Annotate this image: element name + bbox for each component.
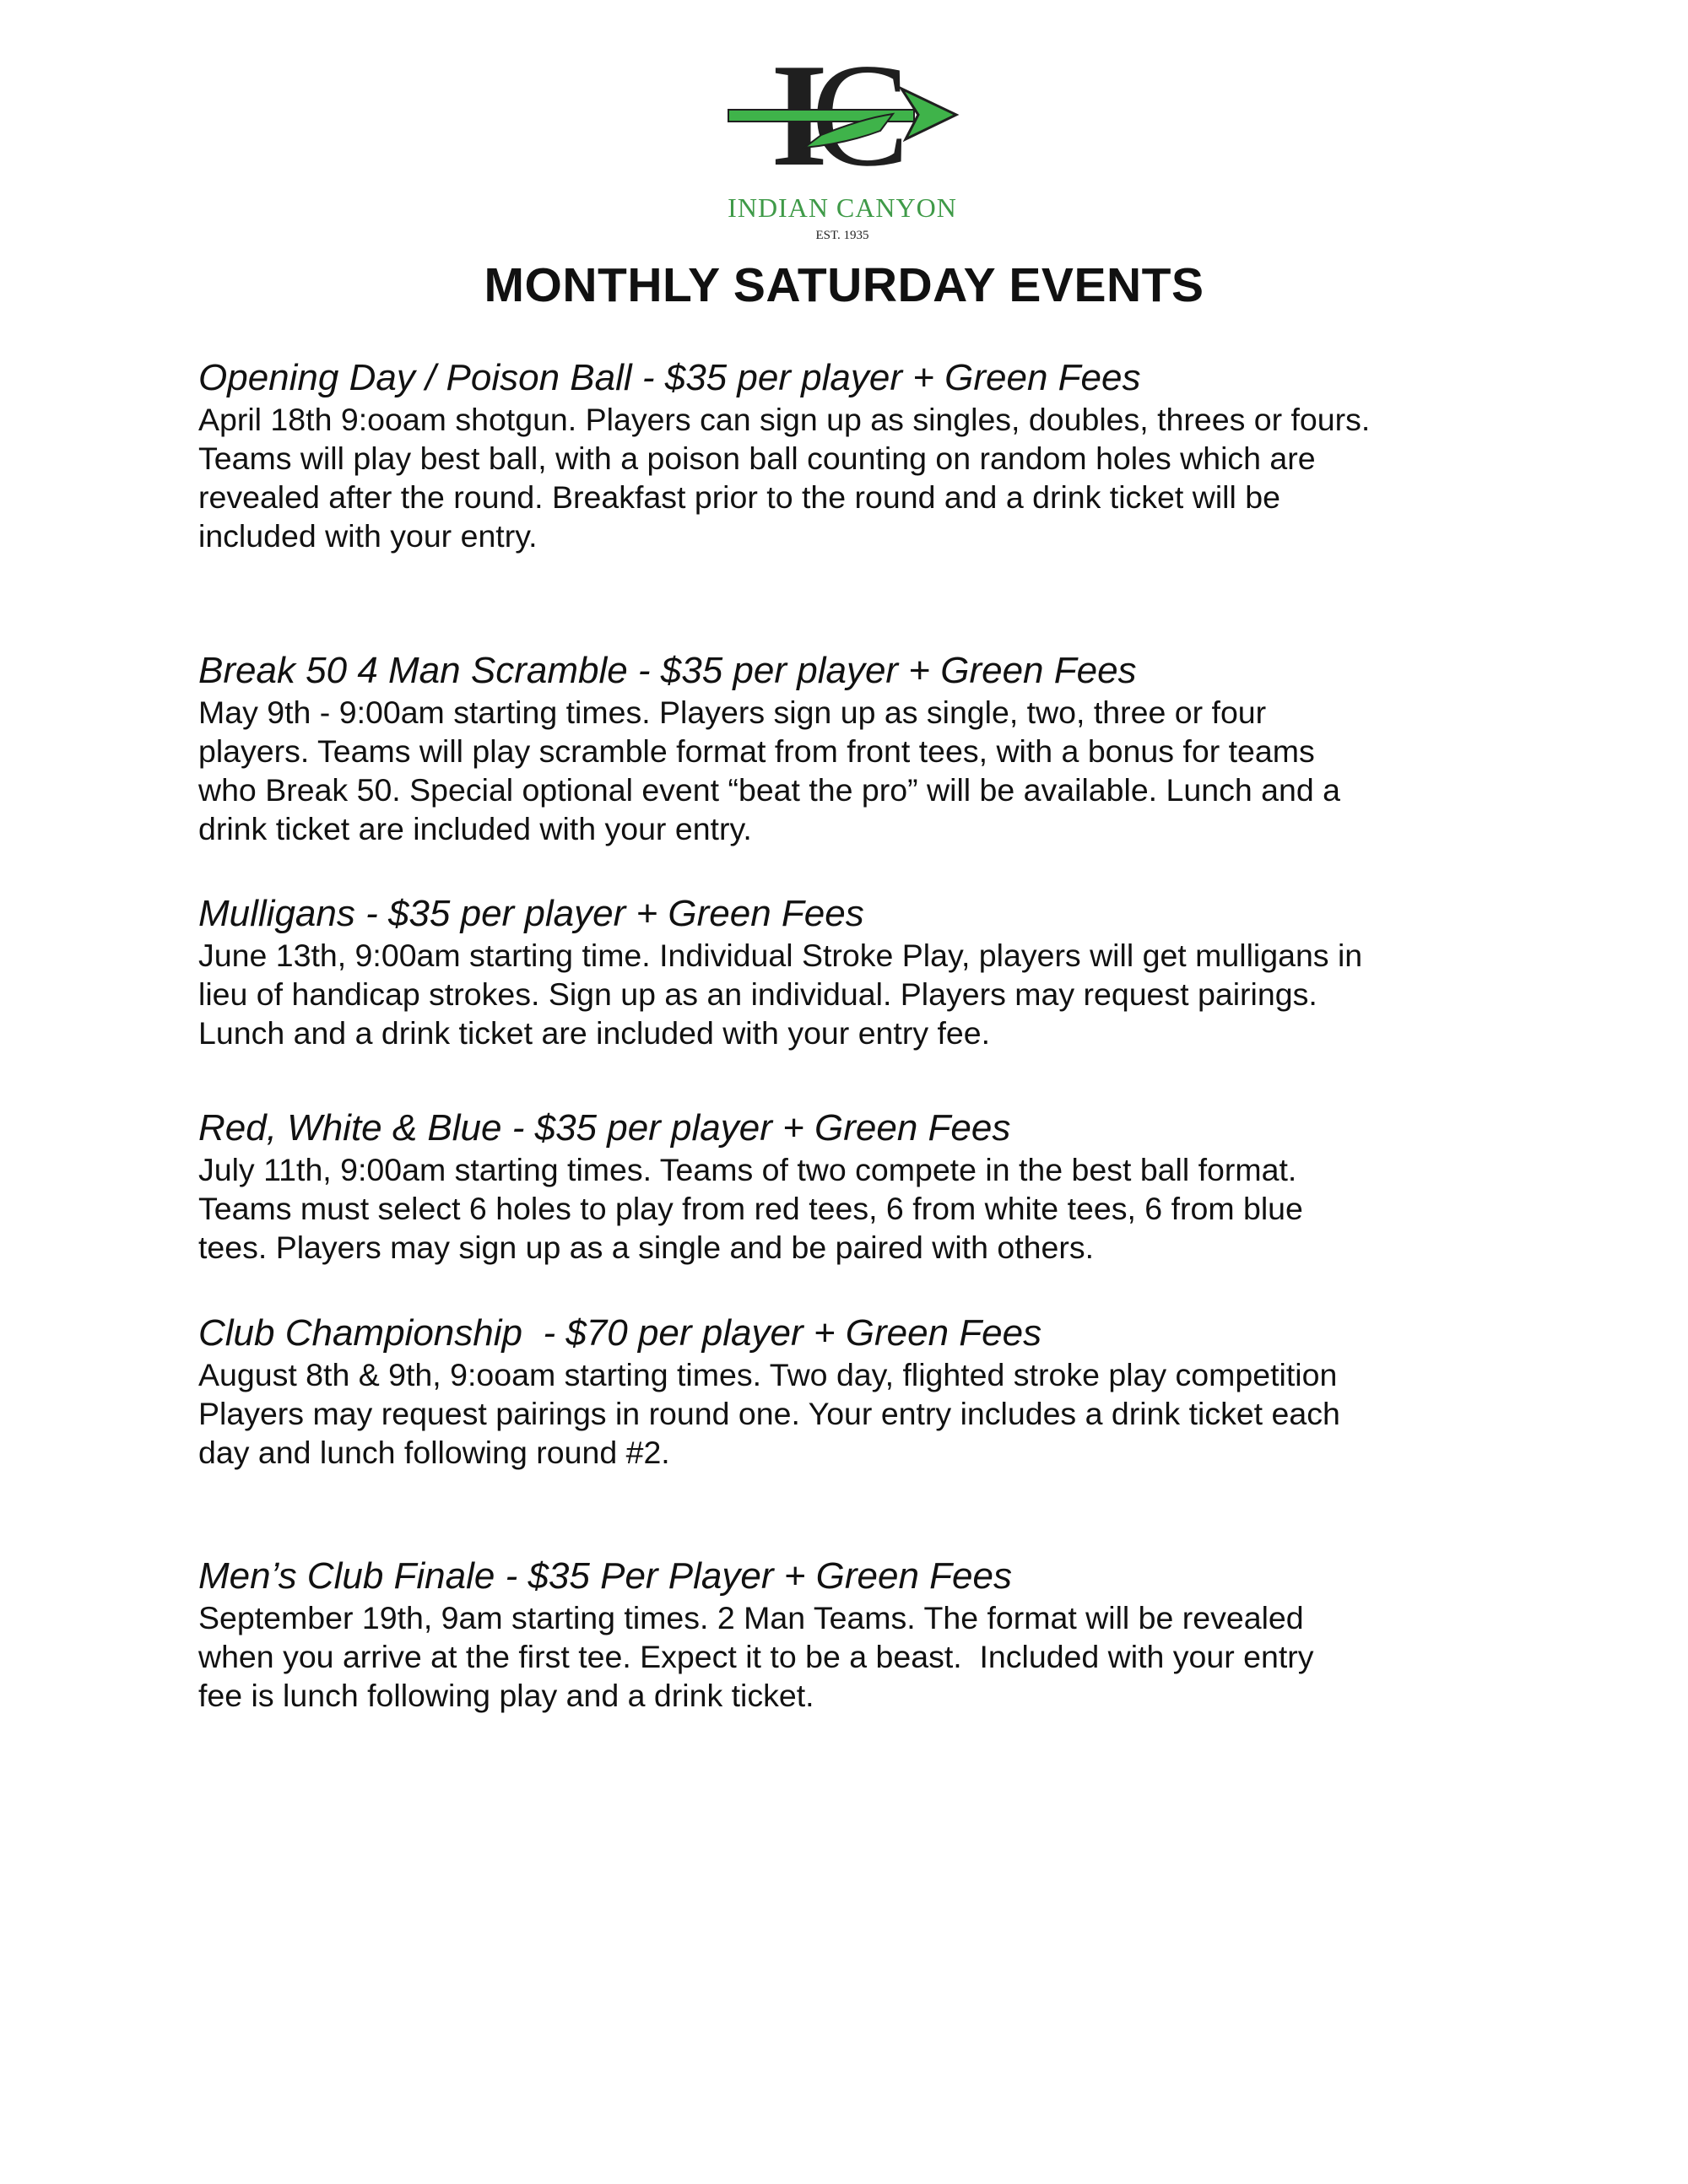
event-description-line: players. Teams will play scramble format from front tees, with a bonus for teams — [198, 733, 1315, 769]
event-heading: Red, White & Blue - $35 per player + Green Fees — [198, 1107, 1011, 1149]
event-description-line: when you arrive at the first tee. Expect it to be a beast. Included with your entry — [198, 1639, 1314, 1674]
event-description-line: June 13th, 9:00am starting time. Individual Stroke Play, players will get mulligans in — [198, 938, 1363, 973]
event-description-line: July 11th, 9:00am starting times. Teams of two compete in the best ball format. — [198, 1152, 1297, 1187]
event-description-line: tees. Players may sign up as a single and be paired with others. — [198, 1230, 1095, 1265]
event-section — [198, 1106, 1549, 1267]
event-heading: Opening Day / Poison Ball - $35 per player + Green Fees — [198, 357, 1141, 398]
event-description-line: Lunch and a drink ticket are included with your entry fee. — [198, 1015, 991, 1051]
logo-name: INDIAN CANYON — [728, 192, 957, 223]
event-description-line: May 9th - 9:00am starting times. Players sign up as single, two, three or four — [198, 695, 1267, 730]
ic-arrow-logo-icon — [711, 25, 973, 186]
event-description-line: fee is lunch following play and a drink ticket. — [198, 1678, 814, 1713]
event-heading: Break 50 4 Man Scramble - $35 per player + Green Fees — [198, 650, 1137, 691]
page-title: MONTHLY SATURDAY EVENTS — [484, 258, 1204, 312]
indian-canyon-logo — [711, 25, 973, 249]
event-section — [198, 892, 1549, 1052]
event-section — [198, 356, 1549, 555]
event-description-line: drink ticket are included with your entry. — [198, 811, 752, 846]
event-description-line: August 8th & 9th, 9:ooam starting times. Two day, flighted stroke play competition — [198, 1357, 1338, 1392]
event-description-line: day and lunch following round #2. — [198, 1435, 670, 1470]
event-section — [198, 1554, 1549, 1715]
event-description-line: revealed after the round. Breakfast prior to the round and a drink ticket will be — [198, 479, 1280, 515]
logo-established: EST. 1935 — [815, 229, 869, 242]
event-heading: Mulligans - $35 per player + Green Fees — [198, 893, 864, 934]
event-description-line: April 18th 9:ooam shotgun. Players can sign up as singles, doubles, threes or fours. — [198, 402, 1371, 437]
event-section — [198, 1311, 1549, 1472]
event-description-line: Teams will play best ball, with a poison ball counting on random holes which are — [198, 441, 1316, 476]
event-heading: Club Championship - $70 per player + Green Fees — [198, 1312, 1042, 1354]
event-description-line: lieu of handicap strokes. Sign up as an individual. Players may request pairings. — [198, 976, 1317, 1012]
event-section — [198, 649, 1549, 848]
event-description-line: who Break 50. Special optional event “beat the pro” will be available. Lunch and a — [198, 772, 1340, 808]
event-description-line: Teams must select 6 holes to play from red tees, 6 from white tees, 6 from blue — [198, 1191, 1303, 1226]
event-description-line: Players may request pairings in round one. Your entry includes a drink ticket each — [198, 1396, 1340, 1431]
event-description-line: September 19th, 9am starting times. 2 Man Teams. The format will be revealed — [198, 1600, 1304, 1635]
event-heading: Men’s Club Finale - $35 Per Player + Green Fees — [198, 1555, 1012, 1597]
event-description-line: included with your entry. — [198, 518, 538, 554]
